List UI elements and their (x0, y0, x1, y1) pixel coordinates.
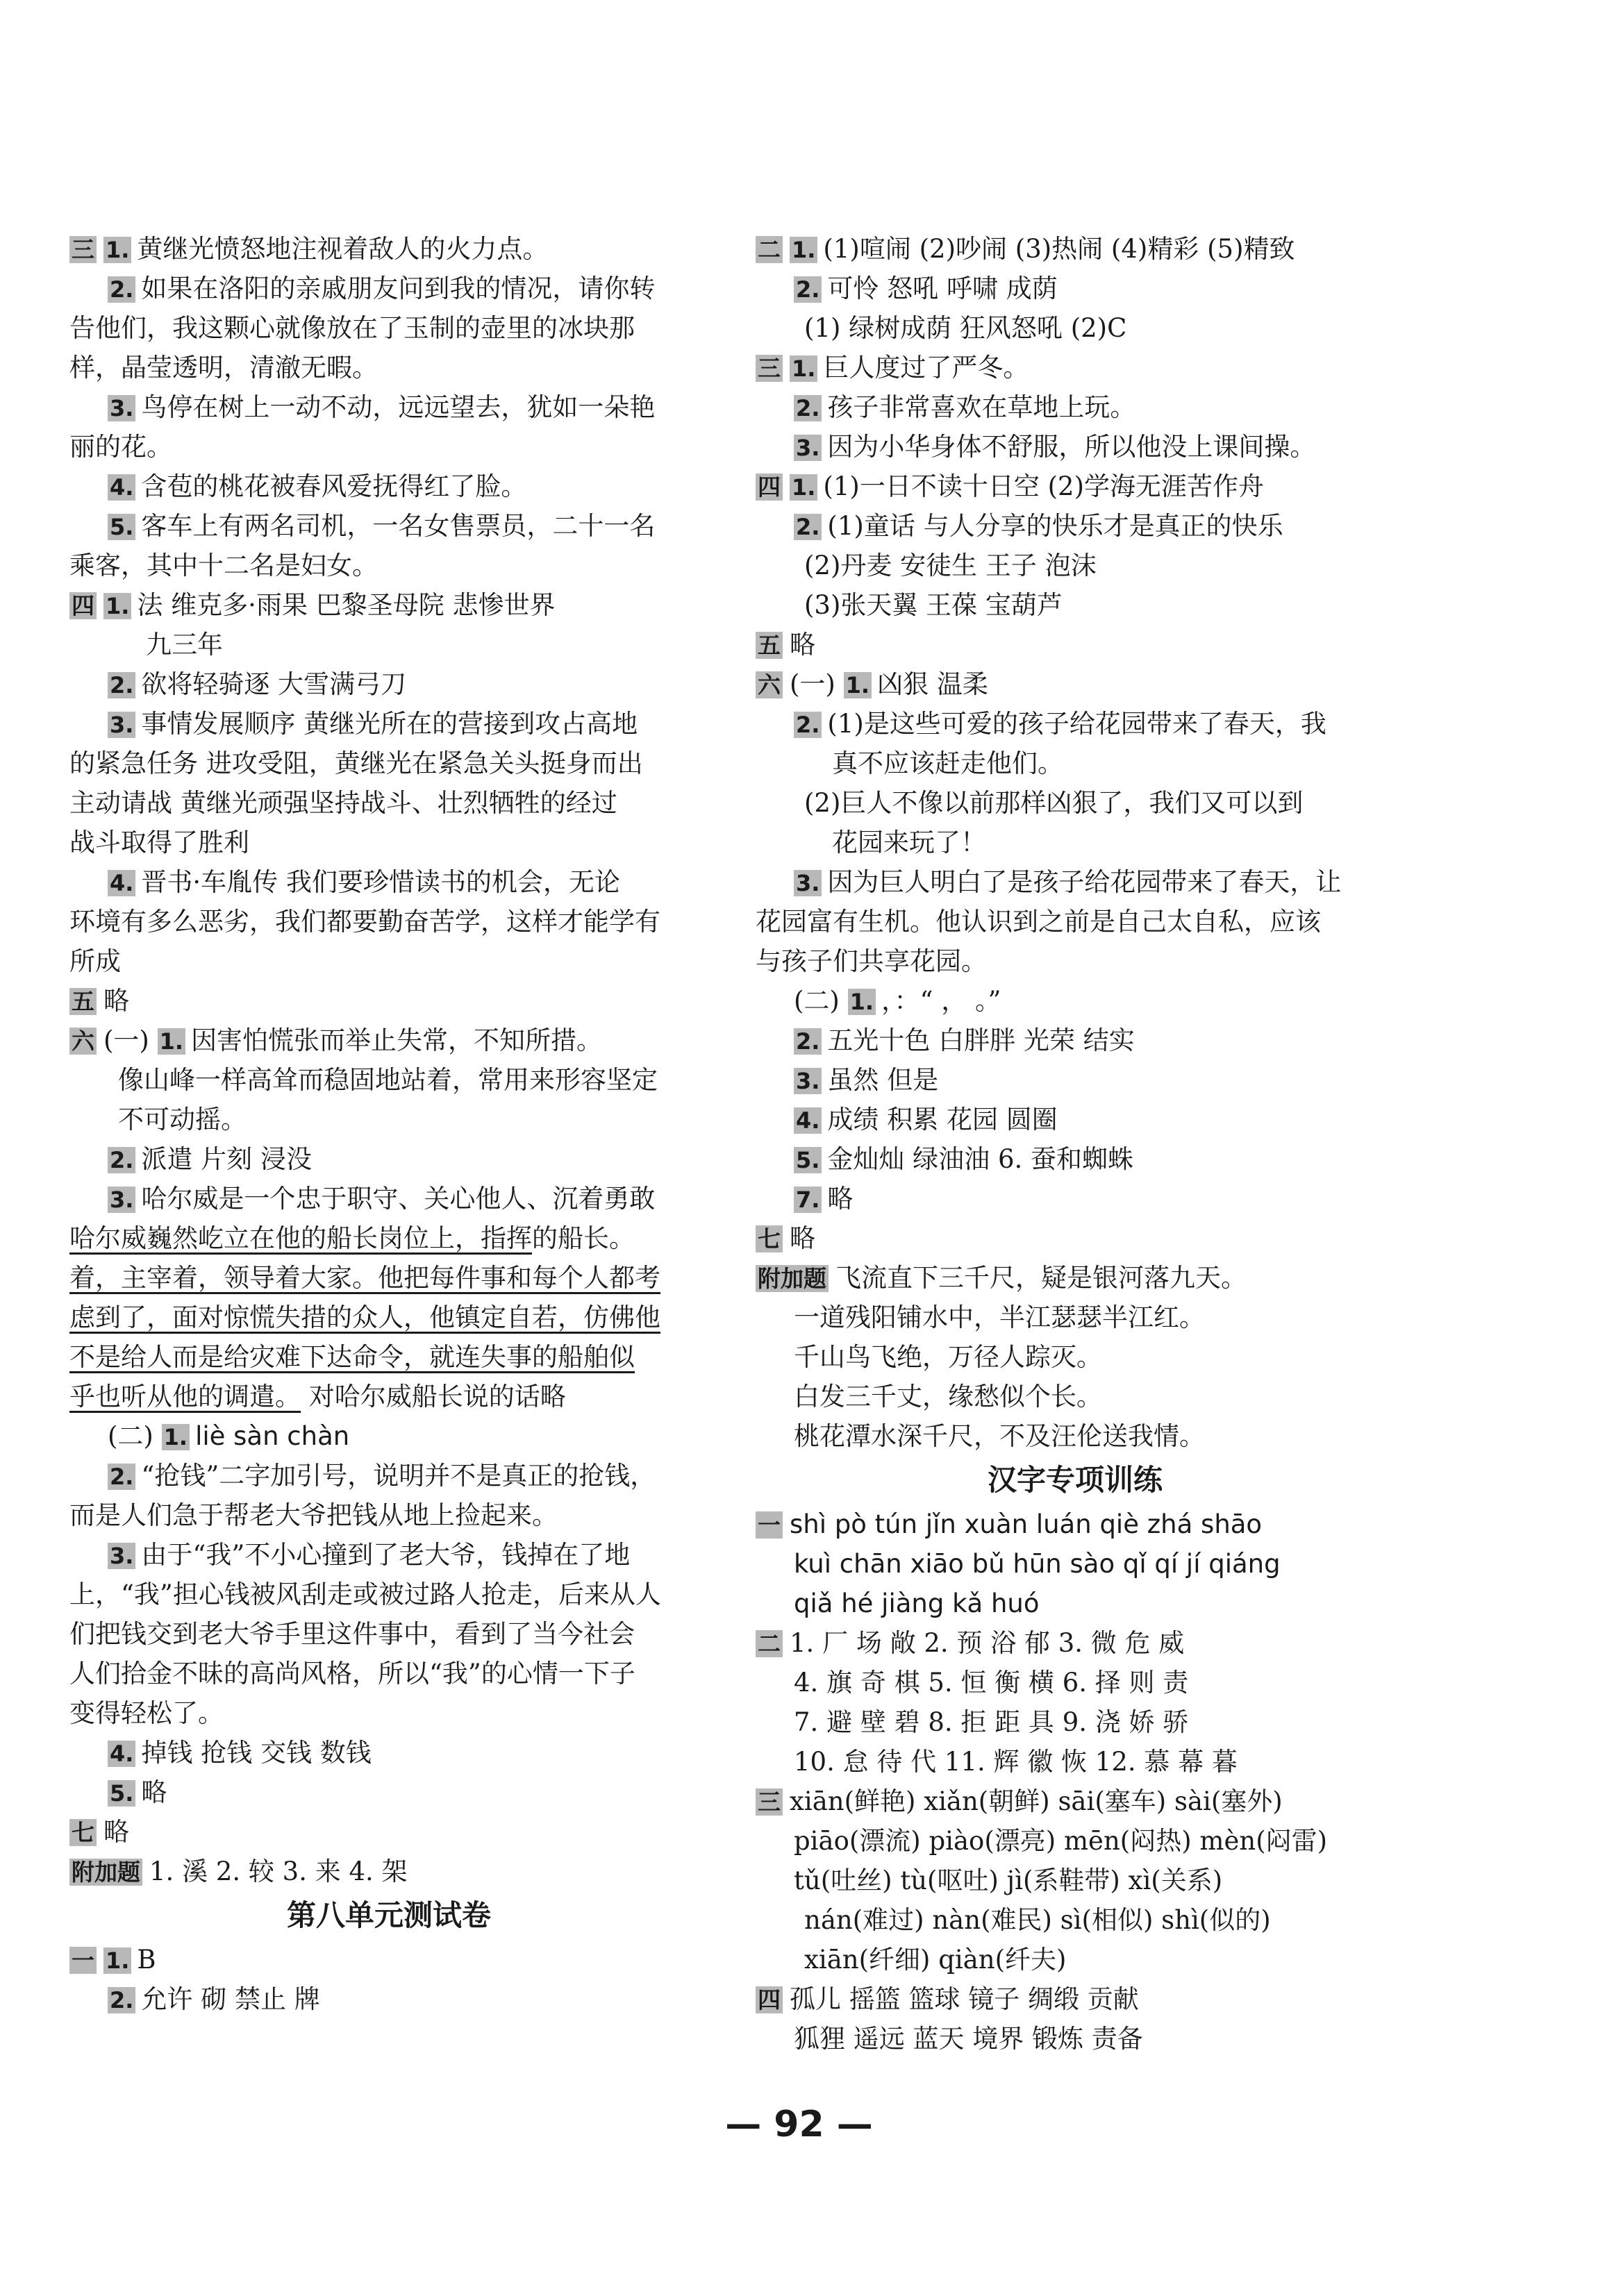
answer-line (756, 1179, 1395, 1218)
answer-line (69, 783, 708, 823)
answer-line (756, 546, 1395, 585)
underlined-text: 不是给人而是给灾难下达命令，就连失事的船舶似 (69, 1342, 635, 1372)
answer-text: 由于“我”不小心撞到了老大爷，钱掉在了地 (141, 1540, 631, 1570)
unit8-answers (69, 1940, 708, 2019)
answer-text: (2)丹麦 安徒生 王子 泡沫 (804, 551, 1097, 580)
answer-text: 可怜 怒吼 呼啸 成荫 (827, 274, 1058, 303)
answer-text: 像山峰一样高耸而稳固地站着，常用来形容坚定 (118, 1065, 658, 1095)
item-number: 3. (108, 712, 135, 738)
answer-line (69, 1773, 708, 1812)
answer-text: 样，晶莹透明，清澈无暇。 (69, 353, 378, 383)
answer-line (756, 1742, 1395, 1782)
section-marker: 七 (756, 1225, 783, 1252)
answer-text: 派遣 片刻 浸没 (141, 1144, 312, 1174)
answer-text: 对哈尔威船长说的话略 (301, 1382, 566, 1411)
answer-text: 与孩子们共享花园。 (756, 946, 987, 976)
answer-text: B (137, 1945, 156, 1975)
item-number: 1. (848, 989, 876, 1015)
answer-text: 金灿灿 绿油油 6. 蚕和蜘蛛 (827, 1144, 1134, 1174)
item-number: 1. (103, 593, 131, 619)
answer-text: 因害怕慌张而举止失常，不知所措。 (191, 1025, 603, 1055)
answer-text: (1)一日不读十日空 (2)学海无涯苦作舟 (823, 471, 1265, 501)
answer-line (69, 1139, 708, 1179)
section-marker: 一 (756, 1511, 783, 1539)
answer-line (69, 348, 708, 387)
left-answers (69, 229, 708, 1891)
answer-line (69, 1060, 708, 1100)
item-number: 4. (108, 474, 135, 501)
answer-text: 变得轻松了。 (69, 1698, 224, 1728)
section-marker: 六 (69, 1028, 97, 1055)
section-marker: 附加题 (69, 1859, 142, 1886)
answer-text: 花园富有生机。他认识到之前是自己太自私，应该 (756, 907, 1321, 937)
answer-text: 成绩 积累 花园 圆圈 (827, 1105, 1058, 1134)
answer-line (69, 1258, 708, 1298)
answer-line (756, 744, 1395, 783)
answer-line (69, 625, 708, 664)
answer-text: 7. 避 壁 碧 8. 拒 距 具 9. 浇 娇 骄 (794, 1707, 1189, 1737)
answer-line (756, 348, 1395, 387)
answer-line (69, 1812, 708, 1852)
answer-text: 千山鸟飞绝，万径人踪灭。 (794, 1342, 1102, 1372)
item-number: 2. (794, 712, 822, 738)
part-label: (二) (794, 986, 848, 1016)
answer-text: 花园来玩了！ (832, 828, 986, 857)
item-number: 5. (794, 1147, 822, 1173)
answer-text: (1) 绿树成荫 狂风怒吼 (2)C (804, 313, 1127, 343)
answer-text: 告他们，我这颗心就像放在了玉制的壶里的冰块那 (69, 313, 635, 343)
answer-line (69, 1979, 708, 2019)
answer-line (69, 269, 708, 308)
hanzi-training-heading: 汉字专项训练 (987, 1463, 1163, 1497)
item-number: 1. (162, 1424, 190, 1450)
answer-text: 10. 怠 待 代 11. 辉 徽 恢 12. 慕 幕 暮 (794, 1747, 1238, 1777)
section-marker: 四 (756, 1986, 783, 2013)
answer-line (69, 1614, 708, 1654)
item-number: 1. (790, 237, 817, 263)
answer-line (69, 1733, 708, 1773)
answer-line (69, 1535, 708, 1575)
answer-line (756, 1544, 1395, 1584)
item-number: 3. (108, 395, 135, 421)
unit8-test-heading: 第八单元测试卷 (286, 1898, 491, 1932)
item-number: 5. (108, 514, 135, 540)
answer-text: 孤儿 摇篮 篮球 镜子 绸缎 贡献 (790, 1984, 1139, 2014)
answer-line (756, 1258, 1395, 1298)
answer-line (756, 783, 1395, 823)
item-number: 4. (108, 1741, 135, 1767)
answer-text: 白发三千丈，缘愁似个长。 (794, 1382, 1102, 1411)
underlined-text: 虑到了，面对惊慌失措的众人，他镇定自若，仿佛他 (69, 1302, 660, 1332)
answer-line (756, 823, 1395, 862)
item-number: 2. (794, 395, 822, 421)
answer-line (756, 862, 1395, 902)
answer-text: 略 (103, 1817, 129, 1847)
answer-text: 孩子非常喜欢在草地上玩。 (827, 392, 1136, 422)
answer-line (756, 427, 1395, 467)
answer-text: (1)童话 与人分享的快乐才是真正的快乐 (827, 511, 1283, 541)
item-number: 1. (103, 1947, 131, 1974)
section-marker: 一 (69, 1947, 97, 1974)
item-number: 2. (794, 276, 822, 303)
section-marker: 六 (756, 671, 783, 698)
answer-line (756, 308, 1395, 348)
answer-line (69, 467, 708, 506)
answer-line (69, 1337, 708, 1377)
answer-text: (1)喧闹 (2)吵闹 (3)热闹 (4)精彩 (5)精致 (823, 234, 1295, 264)
answer-text: 略 (790, 1223, 815, 1253)
answer-line (69, 308, 708, 348)
answer-text: 略 (103, 986, 129, 1016)
underlined-text: 乎也听从他的调遣。 (69, 1382, 301, 1411)
answer-text: kuì chān xiāo bǔ hūn sào qǐ qí jí qiáng (794, 1549, 1281, 1579)
answer-line (756, 229, 1395, 269)
answer-text: 如果在洛阳的亲戚朋友问到我的情况，请你转 (141, 274, 656, 303)
answer-text: 略 (141, 1777, 167, 1807)
answer-line (756, 1584, 1395, 1623)
answer-line (756, 1377, 1395, 1416)
answer-line (756, 1663, 1395, 1702)
answer-text: 环境有多么恶劣，我们都要勤奋苦学，这样才能学有 (69, 907, 660, 937)
section-marker: 附加题 (756, 1265, 829, 1292)
answer-text: “抢钱”二字加引号，说明并不是真正的抢钱， (141, 1461, 656, 1491)
item-number: 7. (794, 1187, 822, 1213)
answer-text: 真不应该赶走他们。 (832, 748, 1063, 778)
answer-text: (3)张天翼 王葆 宝葫芦 (804, 590, 1063, 620)
answer-line (756, 1337, 1395, 1377)
answer-text: 黄继光愤怒地注视着敌人的火力点。 (137, 234, 549, 264)
answer-line (756, 981, 1395, 1021)
part-label: (一) (103, 1025, 158, 1055)
answer-text: shì pò tún jǐn xuàn luán qiè zhá shāo (790, 1509, 1263, 1539)
answer-line (69, 664, 708, 704)
answer-text: 人们拾金不昧的高尚风格，所以“我”的心情一下子 (69, 1659, 635, 1689)
answer-text: 客车上有两名司机，一名女售票员，二十一名 (141, 511, 656, 541)
item-number: 1. (790, 355, 817, 382)
answer-line (69, 546, 708, 585)
item-number: 3. (108, 1187, 135, 1213)
answer-line (69, 1218, 708, 1258)
answer-text: (1)是这些可爱的孩子给花园带来了春天，我 (827, 709, 1326, 739)
answer-line (756, 1782, 1395, 1821)
answer-line (756, 1218, 1395, 1258)
answer-line (756, 704, 1395, 744)
section-marker: 四 (756, 474, 783, 501)
item-number: 1. (103, 237, 131, 263)
answer-line (69, 1940, 708, 1979)
answer-line (756, 1416, 1395, 1456)
item-number: 3. (794, 1068, 822, 1094)
section-marker: 五 (756, 632, 783, 659)
section-marker: 五 (69, 988, 97, 1015)
item-number: 2. (108, 1464, 135, 1490)
answer-line (756, 1821, 1395, 1861)
answer-line (756, 585, 1395, 625)
answer-line (756, 1702, 1395, 1742)
answer-line (69, 704, 708, 744)
answer-line (756, 269, 1395, 308)
item-number: 2. (794, 514, 822, 540)
part-label: (一) (790, 669, 844, 699)
answer-line (756, 1100, 1395, 1139)
item-number: 2. (108, 1147, 135, 1173)
answer-line (756, 941, 1395, 981)
answer-text: 们把钱交到老大爷手里这件事中，看到了当今社会 (69, 1619, 635, 1649)
section-marker: 七 (69, 1819, 97, 1846)
answer-text: 丽的花。 (69, 432, 172, 462)
right-column (756, 229, 1395, 2059)
answer-text: 凶狠 温柔 (877, 669, 988, 699)
answer-text: 事情发展顺序 黄继光所在的营接到攻占高地 (141, 709, 638, 739)
answer-line (756, 664, 1395, 704)
answer-text: 一道残阳铺水中，半江瑟瑟半江红。 (794, 1302, 1205, 1332)
answer-line (756, 1060, 1395, 1100)
answer-text: 掉钱 抢钱 交钱 数钱 (141, 1738, 372, 1768)
answer-line (69, 823, 708, 862)
answer-line (69, 1654, 708, 1693)
answer-line (756, 1139, 1395, 1179)
answer-text: 允许 砌 禁止 牌 (141, 1984, 320, 2014)
answer-text: 鸟停在树上一动不动，远远望去，犹如一朵艳 (141, 392, 656, 422)
answer-line (69, 981, 708, 1021)
answer-line (69, 1416, 708, 1456)
answer-text: qiǎ hé jiàng kǎ huó (794, 1589, 1040, 1618)
answer-text: 4. 旗 奇 棋 5. 恒 衡 横 6. 择 则 责 (794, 1668, 1189, 1698)
answer-text: 所成 (69, 946, 121, 976)
answer-line (69, 1377, 708, 1416)
answer-line (756, 902, 1395, 941)
answer-line (69, 1456, 708, 1495)
answer-line (756, 625, 1395, 664)
answer-line (756, 1021, 1395, 1060)
answer-line (756, 467, 1395, 506)
item-number: 2. (794, 1028, 822, 1055)
answer-text: 因为巨人明白了是孩子给花园带来了春天，让 (827, 867, 1342, 897)
answer-text: 虽然 但是 (827, 1065, 939, 1095)
answer-text: 不可动摇。 (118, 1105, 247, 1134)
answer-line (69, 744, 708, 783)
answer-line (756, 506, 1395, 546)
section-marker: 四 (69, 592, 97, 619)
answer-line (756, 1861, 1395, 1900)
item-number: 2. (108, 672, 135, 698)
underlined-text: 着，主宰着，领导着大家。他把每件事和每个人都考 (69, 1263, 660, 1293)
answer-text: 上，“我”担心钱被风刮走或被过路人抢走，后来从人 (69, 1579, 661, 1609)
answer-text: 战斗取得了胜利 (69, 828, 249, 857)
answer-line (69, 902, 708, 941)
answer-text: 法 维克多·雨果 巴黎圣母院 悲惨世界 (137, 590, 556, 620)
answer-text: 哈尔威是一个忠于职守、关心他人、沉着勇敢 (141, 1184, 656, 1214)
answer-line (69, 387, 708, 427)
item-number: 3. (794, 435, 822, 461)
answer-text: 含苞的桃花被春风爱抚得红了脸。 (141, 471, 527, 501)
item-number: 2. (108, 276, 135, 303)
answer-line (756, 1623, 1395, 1663)
item-number: 4. (794, 1107, 822, 1134)
section-marker: 三 (756, 1788, 783, 1816)
answer-line (69, 506, 708, 546)
answer-text: (2)巨人不像以前那样凶狠了，我们又可以到 (804, 788, 1304, 818)
item-number: 1. (158, 1028, 185, 1055)
section-marker: 二 (756, 236, 783, 263)
answer-line (69, 1298, 708, 1337)
answer-line (69, 585, 708, 625)
answer-text: piāo(漂流) piào(漂亮) mēn(闷热) mèn(闷雷) (794, 1826, 1328, 1856)
item-number: 2. (108, 1987, 135, 2013)
answer-line (756, 1298, 1395, 1337)
answer-line (69, 229, 708, 269)
right-answers (756, 229, 1395, 1456)
item-number: 5. (108, 1780, 135, 1807)
answer-line (69, 1575, 708, 1614)
answer-line (756, 1979, 1395, 2019)
section-marker: 三 (69, 236, 97, 263)
answer-line (69, 941, 708, 981)
answer-line (69, 1179, 708, 1218)
answer-text: xiān(鲜艳) xiǎn(朝鲜) sāi(塞车) sài(塞外) (790, 1786, 1283, 1816)
item-number: 3. (794, 870, 822, 896)
answer-text: 五光十色 白胖胖 光荣 结实 (827, 1025, 1135, 1055)
answer-line (756, 387, 1395, 427)
part-label: (二) (108, 1421, 162, 1451)
answer-line (69, 427, 708, 467)
item-number: 1. (790, 474, 817, 501)
section-marker: 三 (756, 355, 783, 382)
answer-text: 主动请战 黄继光顽强坚持战斗、壮烈牺牲的经过 (69, 788, 617, 818)
answer-text: 乘客，其中十二名是妇女。 (69, 551, 378, 580)
answer-text: 飞流直下三千尺，疑是银河落九天。 (835, 1263, 1247, 1293)
answer-line (69, 1693, 708, 1733)
answer-line (69, 1495, 708, 1535)
answer-text: 1. 溪 2. 较 3. 来 4. 架 (149, 1857, 408, 1886)
answer-line (756, 1505, 1395, 1544)
page-number: — 92 — (725, 2104, 873, 2145)
answer-text: 而是人们急于帮老大爷把钱从地上捡起来。 (69, 1500, 558, 1530)
answer-text: nán(难过) nàn(难民) sì(相似) shì(似的) (804, 1905, 1271, 1935)
answer-text: 的船长。 (532, 1223, 635, 1253)
item-number: 1. (844, 672, 872, 698)
answer-line (756, 2019, 1395, 2059)
answer-text: ，：“ ， 。” (881, 986, 1001, 1016)
section-marker: 二 (756, 1630, 783, 1657)
answer-text: 略 (827, 1184, 854, 1214)
answer-text: 欲将轻骑逐 大雪满弓刀 (141, 669, 407, 699)
answer-text: 狐狸 遥远 蓝天 境界 锻炼 责备 (794, 2024, 1143, 2054)
answer-line (69, 1852, 708, 1891)
answer-text: 九三年 (146, 630, 223, 660)
answer-text: 巨人度过了严冬。 (823, 353, 1029, 383)
item-number: 3. (108, 1543, 135, 1569)
answer-line (69, 1021, 708, 1060)
answer-text: 晋书·车胤传 我们要珍惜读书的机会，无论 (141, 867, 620, 897)
answer-line (69, 862, 708, 902)
item-number: 4. (108, 870, 135, 896)
answer-text: liè sàn chàn (195, 1421, 350, 1451)
answer-text: 1. 厂 场 敞 2. 预 浴 郁 3. 微 危 威 (790, 1628, 1185, 1658)
answer-text: 桃花潭水深千尺，不及汪伦送我情。 (794, 1421, 1205, 1451)
answer-text: 的紧急任务 进攻受阻，黄继光在紧急关头挺身而出 (69, 748, 643, 778)
answer-text: 因为小华身体不舒服，所以他没上课间操。 (827, 432, 1316, 462)
answer-text: xiān(纤细) qiàn(纤夫) (804, 1945, 1067, 1975)
answer-text: tǔ(吐丝) tù(呕吐) jì(系鞋带) xì(关系) (794, 1866, 1223, 1895)
answer-text: 略 (790, 630, 815, 660)
left-column (69, 229, 708, 2019)
hanzi-answers (756, 1505, 1395, 2059)
answer-line (69, 1100, 708, 1139)
underlined-text: 哈尔威巍然屹立在他的船长岗位上，指挥 (69, 1223, 532, 1253)
answer-line (756, 1940, 1395, 1979)
answer-line (756, 1900, 1395, 1940)
